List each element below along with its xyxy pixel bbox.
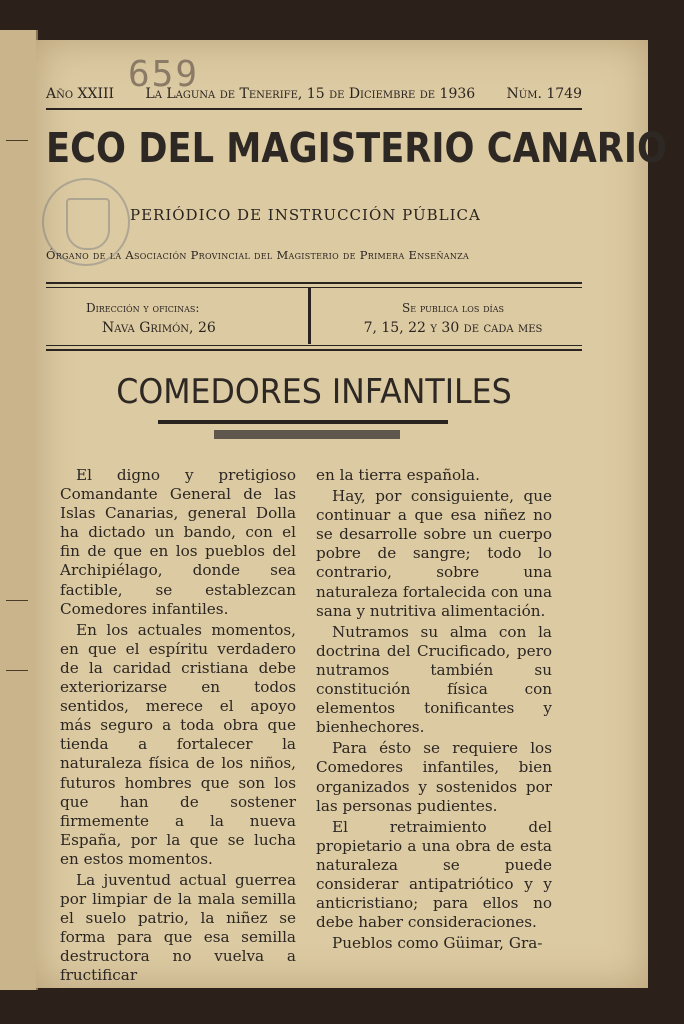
address-label: Dirección y oficinas: xyxy=(86,301,200,315)
year-label: Año XXIII xyxy=(46,86,115,102)
schedule-label: Se publica los días xyxy=(402,301,504,315)
address-value: Nava Grimón, 26 xyxy=(102,320,216,336)
paragraph: Nutramos su alma con la doctrina del Crucificado, pero nutramos también su constitución física con elementos tonificantes y bienhechores. xyxy=(316,622,552,737)
masthead-dateline xyxy=(46,86,582,102)
issue-number: Núm. 1749 xyxy=(506,86,582,102)
archive-stamp-number: 659 xyxy=(128,54,200,95)
paragraph: El retraimiento del propietario a una obra de esta naturaleza se puede considerar antipatriótico y y anticristiano; para ellos no debe haber consideraciones. xyxy=(316,817,552,932)
info-bottom-rule xyxy=(46,349,582,351)
paragraph: Para ésto se requiere los Comedores infantiles, bien organizados y sostenidos por las personas pudientes. xyxy=(316,739,552,815)
previous-page-rule xyxy=(6,670,28,671)
address-block xyxy=(86,298,286,338)
paragraph: La juventud actual guerrea por limpiar de la mala semilla el suelo patrio, la niñez se forma para que esa semilla destructora no vuelva a fructificar xyxy=(60,870,296,985)
info-box xyxy=(46,284,582,348)
article-headline: COMEDORES INFANTILES xyxy=(116,372,512,412)
info-divider xyxy=(308,288,311,344)
previous-page-rule xyxy=(6,600,28,601)
paragraph-continuation: en la tierra española. xyxy=(316,466,480,484)
paragraph: En los actuales momentos, en que el espíritu verdadero de la caridad cristiana debe exteriorizarse en todos sentidos, merece el apoyo más seguro a toda obra que tienda a fortalecer la naturaleza física de los niños, futuros hombres que son los que han de sostener firmemente a la nueva España, por la que se lucha en estos momentos. xyxy=(60,620,296,868)
schedule-value: 7, 15, 22 y 30 de cada mes xyxy=(363,320,543,336)
newspaper-title: ECO DEL MAGISTERIO CANARIO xyxy=(46,124,668,172)
schedule-block xyxy=(328,298,578,338)
newspaper-page xyxy=(36,40,668,988)
headline-ornament-bar xyxy=(214,430,400,439)
article-column-right xyxy=(316,466,552,955)
headline-rule xyxy=(158,420,448,424)
previous-page-edge xyxy=(0,30,38,990)
previous-page-rule xyxy=(6,140,28,141)
place-date: La Laguna de Tenerife, 15 de Diciembre de 1936 xyxy=(145,86,476,102)
seal-shield-icon xyxy=(66,198,110,250)
paragraph: El digno y pretigioso Comandante General de las Islas Canarias, general Dolla ha dictado un bando, con el fin de que en los pueblos del Archipiélago, donde sea factible, se establezcan Comedores infantiles. xyxy=(60,466,296,618)
article-column-left xyxy=(60,466,296,988)
organ-line: Órgano de la Asociación Provincial del Magisterio de Primera Enseñanza xyxy=(46,248,470,262)
newspaper-subtitle: PERIÓDICO DE INSTRUCCIÓN PÚBLICA xyxy=(130,206,481,224)
paragraph: Hay, por consiguiente, que continuar a que esa niñez no se desarrolle sobre un cuerpo pobre de sangre; todo lo contrario, sobre una naturaleza fortalecida con una sana y nutritiva alimentación. xyxy=(316,487,552,620)
info-bottom-rule-thin xyxy=(46,345,582,346)
masthead-rule xyxy=(46,108,582,110)
paragraph: Pueblos como Güimar, Gra- xyxy=(332,934,543,953)
